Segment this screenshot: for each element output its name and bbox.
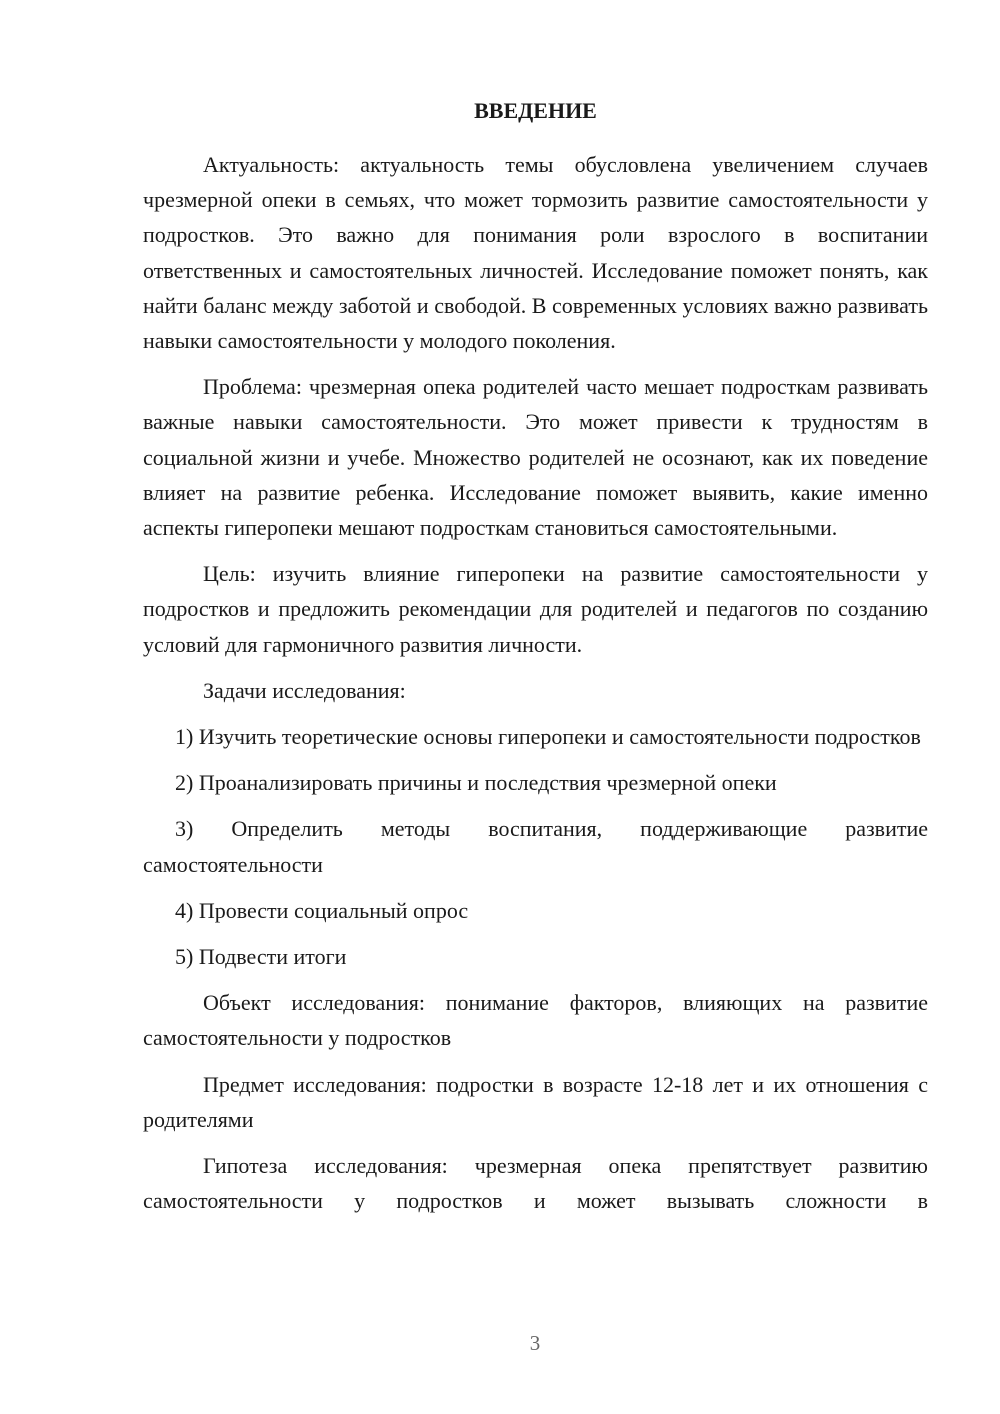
hypothesis-paragraph: Гипотеза исследования: чрезмерная опека препятствует развитию самостоятельности у подростков и может вызывать сложности в <box>143 1153 928 1214</box>
task-item-1: 1) Изучить теоретические основы гиперопеки и самостоятельности подростков <box>175 724 921 750</box>
task-item-5: 5) Подвести итоги <box>175 944 347 970</box>
task-item-4: 4) Провести социальный опрос <box>175 897 469 923</box>
page-content <box>143 93 928 1229</box>
task-item-2: 2) Проанализировать причины и последствия чрезмерной опеки <box>175 770 777 796</box>
tasks-title: Задачи исследования: <box>203 677 406 703</box>
problem-paragraph: Проблема: чрезмерная опека родителей часто мешает подросткам развивать важные навыки самостоятельности. Это может привести к трудностям в социальной жизни и учебе. Множество родителей не осознают, как их поведение влияет на развитие ребенка. Исследование поможет выявить, какие именно аспекты гиперопеки мешают подросткам становиться самостоятельными. <box>143 374 928 541</box>
relevance-paragraph: Актуальность: актуальность темы обусловлена увеличением случаев чрезмерной опеки в семьях, что может тормозить развитие самостоятельности у подростков. Это важно для понимания роли взрослого в воспитании ответственных и самостоятельных личностей. Исследование поможет понять, как найти баланс между заботой и свободой. В современных условиях важно развивать навыки самостоятельности у молодого поколения. <box>143 152 928 354</box>
goal-paragraph: Цель: изучить влияние гиперопеки на развитие самостоятельности у подростков и предложить рекомендации для родителей и педагогов по созданию условий для гармоничного развития личности. <box>143 561 928 657</box>
object-paragraph: Объект исследования: понимание факторов, влияющих на развитие самостоятельности у подростков <box>143 990 928 1051</box>
page-number-label: 3 <box>529 1331 541 1355</box>
task-item-3: 3) Определить методы воспитания, поддерживающие развитие самостоятельности <box>143 816 928 877</box>
page-number <box>70 1331 1000 1356</box>
section-heading: ВВЕДЕНИЕ <box>474 98 597 123</box>
subject-paragraph: Предмет исследования: подростки в возрасте 12-18 лет и их отношения с родителями <box>143 1071 928 1132</box>
